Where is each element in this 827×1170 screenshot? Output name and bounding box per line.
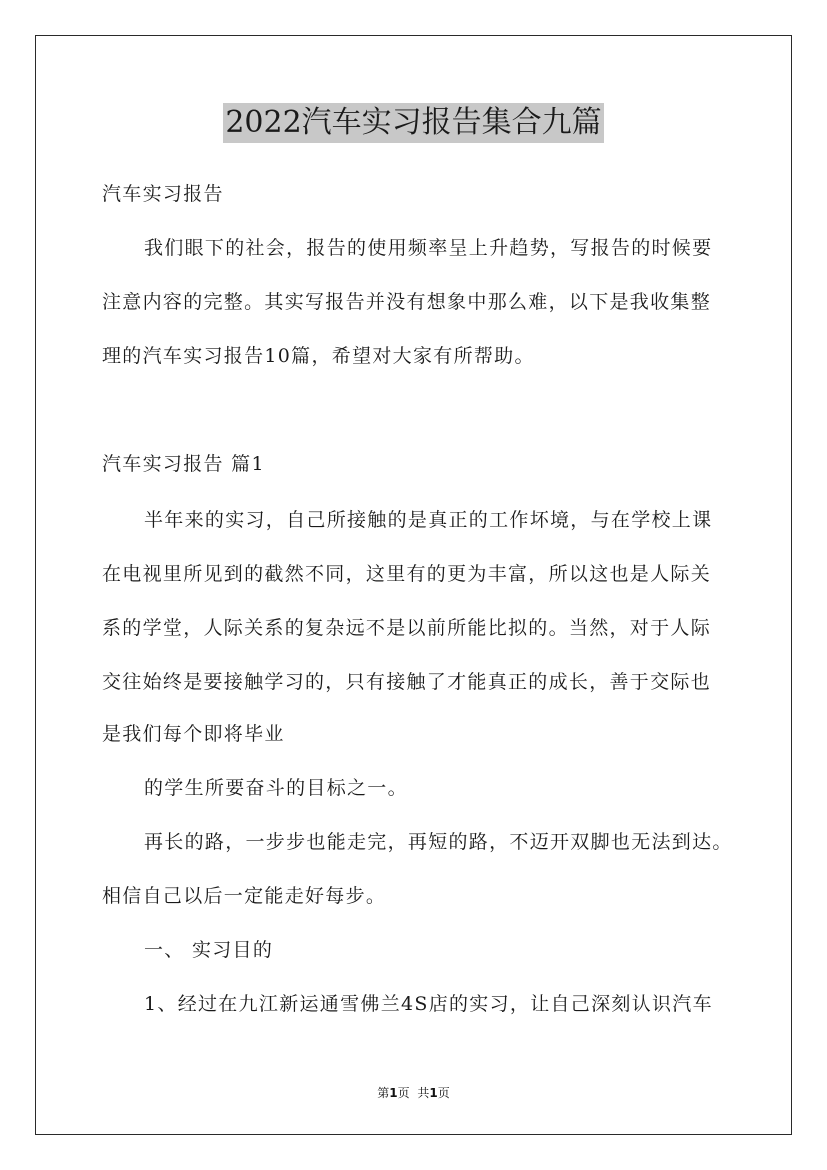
page-number: 1 xyxy=(389,1086,398,1100)
paragraph-line: 我们眼下的社会，报告的使用频率呈上升趋势，写报告的时候要 xyxy=(144,237,713,259)
page-prefix: 第 xyxy=(377,1086,390,1100)
paragraph-line: 1、经过在九江新运通雪佛兰4S店的实习，让自己深刻认识汽车 xyxy=(144,993,713,1015)
paragraph-line: 相信自己以后一定能走好每步。 xyxy=(102,885,387,907)
total-prefix: 共 xyxy=(417,1086,430,1100)
section-heading: 汽车实习报告 篇1 xyxy=(102,453,265,475)
section-heading: 汽车实习报告 xyxy=(102,183,224,205)
paragraph-line: 再长的路，一步步也能走完，再短的路，不迈开双脚也无法到达。 xyxy=(144,831,733,853)
paragraph-line: 交往始终是要接触学习的，只有接触了才能真正的成长，善于交际也 xyxy=(102,671,712,693)
title-container xyxy=(0,103,827,143)
total-pages: 1 xyxy=(429,1086,438,1100)
document-title: 2022汽车实习报告集合九篇 xyxy=(223,103,603,143)
total-label: 页 xyxy=(437,1086,450,1100)
subsection-heading: 一、 实习目的 xyxy=(144,939,274,961)
paragraph-line: 系的学堂，人际关系的复杂远不是以前所能比拟的。当然，对于人际 xyxy=(102,617,712,639)
page-label: 页 xyxy=(397,1086,410,1100)
paragraph-line: 在电视里所见到的截然不同，这里有的更为丰富，所以这也是人际关 xyxy=(102,563,712,585)
paragraph-line: 注意内容的完整。其实写报告并没有想象中那么难，以下是我收集整 xyxy=(102,291,712,313)
paragraph-line: 的学生所要奋斗的目标之一。 xyxy=(144,777,408,799)
paragraph-line: 理的汽车实习报告10篇，希望对大家有所帮助。 xyxy=(102,345,535,367)
paragraph-line: 半年来的实习，自己所接触的是真正的工作坏境，与在学校上课 xyxy=(144,509,713,531)
paragraph-line: 是我们每个即将毕业 xyxy=(102,723,285,745)
page-footer xyxy=(0,1084,827,1101)
